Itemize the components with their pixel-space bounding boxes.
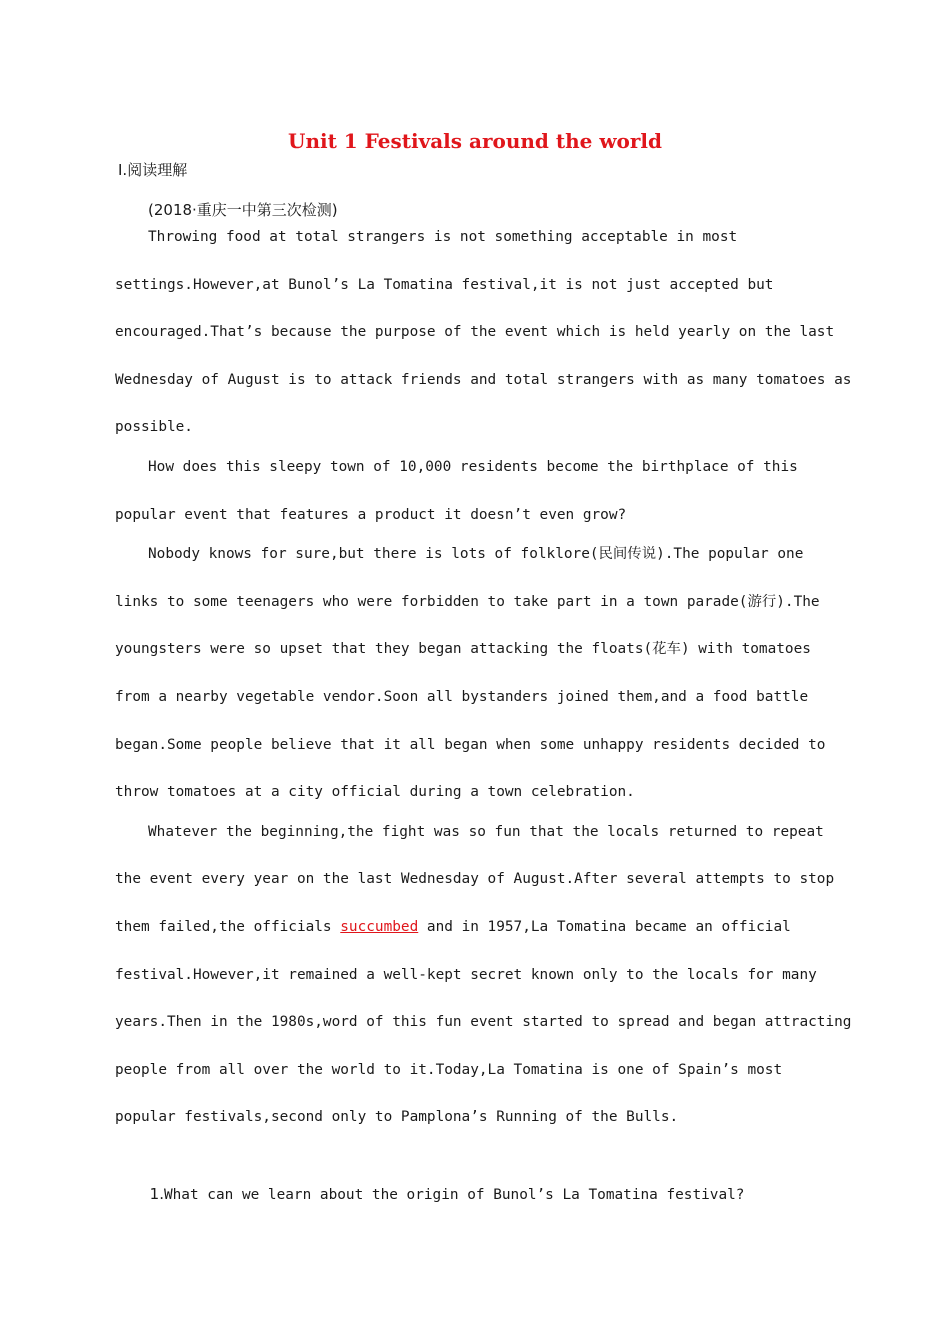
question-number: 1. bbox=[149, 1185, 164, 1203]
passage-line: possible. bbox=[115, 419, 193, 436]
passage-line: from a nearby vegetable vendor.Soon all bystanders joined them,and a food battle bbox=[115, 689, 809, 705]
passage-line: festival.However,it remained a well-kept secret known only to the locals for many bbox=[115, 966, 817, 983]
passage-line: began.Some people believe that it all began when some unhappy residents decided to bbox=[115, 736, 826, 753]
passage-line: Throwing food at total strangers is not something acceptable in most bbox=[148, 229, 738, 245]
passage-line: years.Then in the 1980s,word of this fun event started to spread and began attracting bbox=[115, 1014, 852, 1031]
passage-line: the event every year on the last Wednesday of August.After several attempts to stop bbox=[115, 871, 835, 888]
passage-line: Nobody knows for sure,but there is lots of folklore(民间传说).The popular one bbox=[148, 546, 804, 563]
question-1 bbox=[115, 1158, 744, 1231]
page-title: Unit 1 Festivals around the world bbox=[288, 129, 662, 153]
passage-line: people from all over the world to it.Today,La Tomatina is one of Spain’s most bbox=[115, 1061, 783, 1078]
passage-line bbox=[115, 915, 791, 939]
passage-line: How does this sleepy town of 10,000 residents become the birthplace of this bbox=[148, 459, 798, 475]
passage-line: youngsters were so upset that they began attacking the floats(花车) with tomatoes bbox=[115, 641, 811, 658]
section-heading: Ⅰ.阅读理解 bbox=[118, 161, 188, 179]
vocab-line-after: and in 1957,La Tomatina became an official bbox=[418, 919, 791, 935]
passage-line: popular event that features a product it doesn’t even grow? bbox=[115, 506, 627, 523]
passage-line: Wednesday of August is to attack friends and total strangers with as many tomatoes as bbox=[115, 371, 852, 388]
question-text: What can we learn about the origin of Bunol’s La Tomatina festival? bbox=[163, 1187, 745, 1203]
source-citation: (2018·重庆一中第三次检测) bbox=[148, 201, 338, 219]
passage-line: Whatever the beginning,the fight was so fun that the locals returned to repeat bbox=[148, 823, 824, 840]
passage-line: throw tomatoes at a city official during a town celebration. bbox=[115, 784, 635, 801]
vocab-line-before: them failed,the officials bbox=[115, 919, 341, 935]
passage-line: popular festivals,second only to Pamplona’s Running of the Bulls. bbox=[115, 1109, 679, 1126]
passage-line: links to some teenagers who were forbidden to take part in a town parade(游行).The bbox=[115, 593, 820, 610]
vocab-word-succumbed[interactable]: succumbed bbox=[340, 919, 419, 935]
passage-line: encouraged.That’s because the purpose of the event which is held yearly on the last bbox=[115, 324, 835, 341]
passage-line: settings.However,at Bunol’s La Tomatina festival,it is not just accepted but bbox=[115, 276, 774, 293]
